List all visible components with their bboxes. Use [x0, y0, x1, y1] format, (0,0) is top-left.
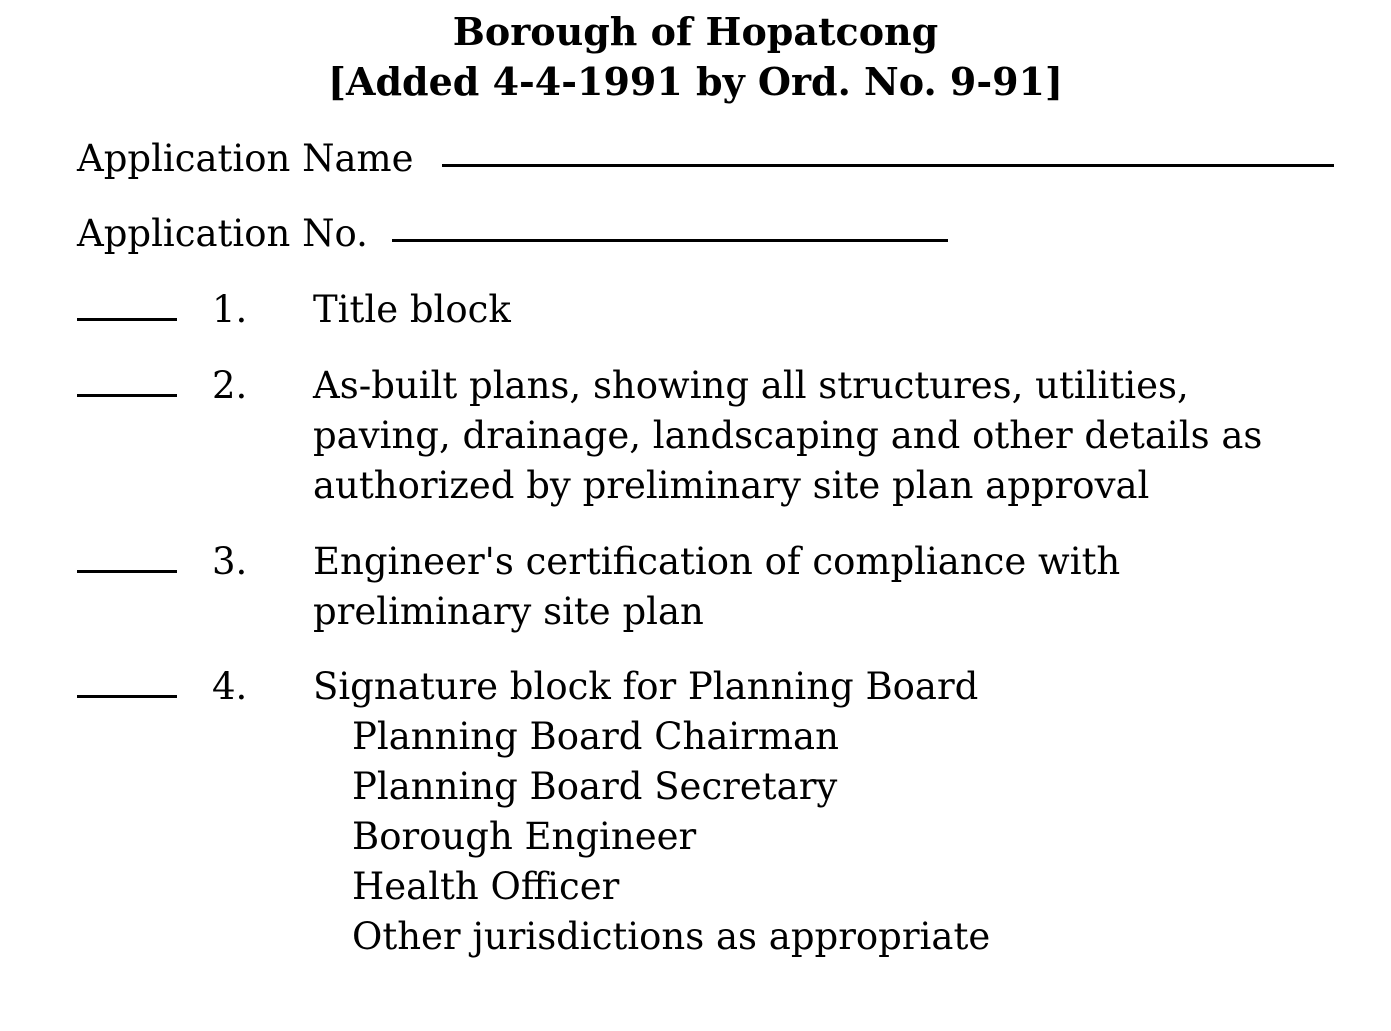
checkbox-blank[interactable] [77, 318, 177, 321]
item-number: 4. [212, 665, 248, 708]
document-subtitle: [Added 4-4-1991 by Ord. No. 9-91] [328, 59, 1063, 104]
checkbox-blank[interactable] [77, 570, 177, 573]
item-number: 1. [212, 288, 248, 331]
signatory-item: Borough Engineer [352, 815, 697, 858]
signatory-item: Other jurisdictions as appropriate [352, 915, 991, 958]
checkbox-blank[interactable] [77, 695, 177, 698]
item-number: 3. [212, 540, 248, 583]
item-number: 2. [212, 364, 248, 407]
item-text: Engineer's certification of compliance with preliminary site plan [313, 540, 1121, 633]
application-no-label: Application No. [77, 212, 368, 255]
application-name-blank[interactable] [442, 163, 1334, 167]
signatory-item: Planning Board Secretary [352, 765, 838, 808]
checkbox-blank[interactable] [77, 394, 177, 397]
application-name-row [77, 135, 1334, 183]
signatory-item: Planning Board Chairman [352, 715, 839, 758]
item-text: Title block [313, 288, 511, 331]
signatory-list [352, 712, 990, 962]
item-text: As-built plans, showing all structures, utilities, paving, drainage, landscaping and other details as authorized by preliminary site plan approval [313, 364, 1263, 507]
item-text: Signature block for Planning Board [313, 665, 979, 708]
signatory-item: Health Officer [352, 865, 620, 908]
application-name-label: Application Name [77, 137, 414, 180]
application-no-blank[interactable] [392, 238, 948, 242]
document-title: Borough of Hopatcong [452, 9, 939, 54]
application-no-row [77, 210, 948, 258]
